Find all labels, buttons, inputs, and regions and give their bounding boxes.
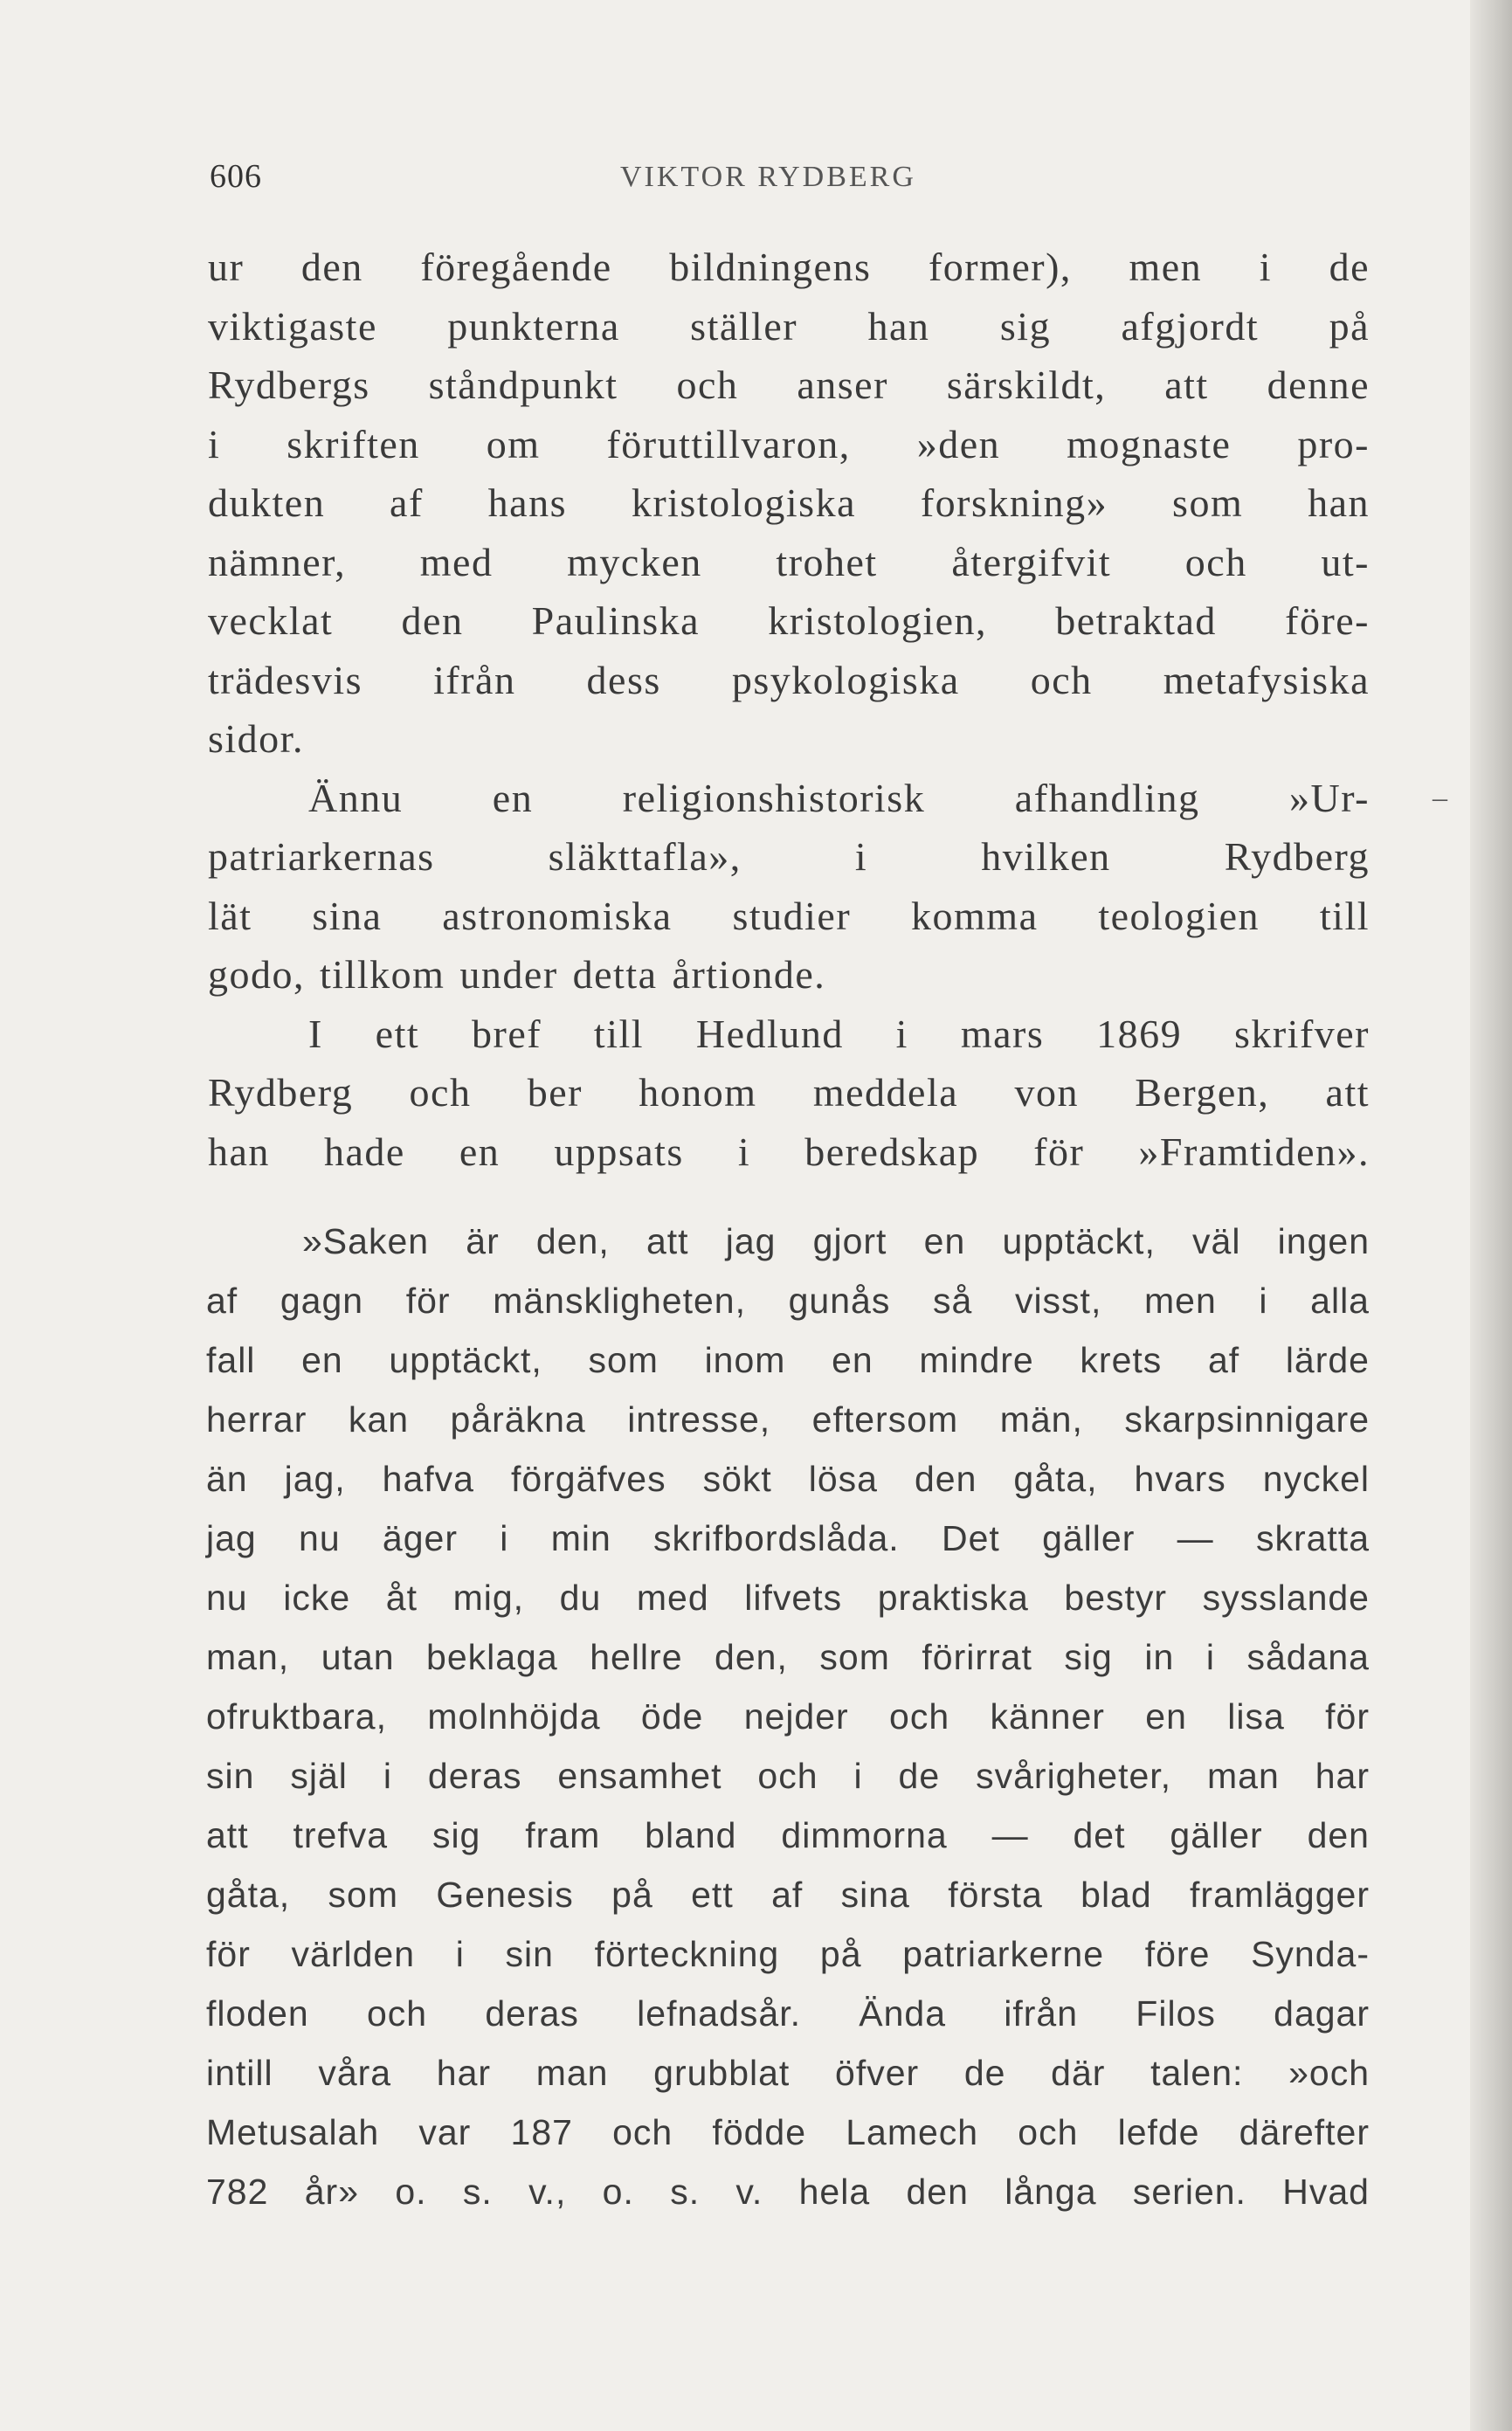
quote-line: gåta, som Genesis på ett af sina första blad framlägger <box>206 1875 1370 1915</box>
body-line: i skriften om föruttillvaron, »den mognaste pro- <box>208 421 1370 466</box>
quote-line: sin själ i deras ensamhet och i de svårigheter, man har <box>206 1756 1370 1796</box>
quote-line: jag nu äger i min skrifbordslåda. Det gäller — skratta <box>206 1518 1370 1558</box>
body-line: patriarkernas släkttafla», i hvilken Rydberg <box>208 834 1370 879</box>
quote-line: man, utan beklaga hellre den, som förirrat sig in i sådana <box>206 1637 1370 1677</box>
body-line: trädesvis ifrån dess psykologiska och metafysiska <box>208 657 1370 702</box>
running-title: VIKTOR RYDBERG <box>620 161 916 193</box>
page-number: 606 <box>210 158 262 195</box>
body-line: godo, tillkom under detta årtionde. <box>208 952 826 997</box>
body-line: nämner, med mycken trohet återgifvit och ut- <box>208 539 1370 584</box>
body-line: dukten af hans kristologiska forskning» som han <box>208 480 1370 525</box>
body-line: viktigaste punkterna ställer han sig afgjordt på <box>208 303 1370 349</box>
body-line: sidor. <box>208 716 304 761</box>
running-header <box>210 157 1371 210</box>
quote-line: af gagn för mänskligheten, gunås så visst, men i alla <box>206 1281 1370 1321</box>
body-line: Rydberg och ber honom meddela von Bergen, att <box>208 1070 1370 1115</box>
body-line: I ett bref till Hedlund i mars 1869 skrifver <box>308 1011 1370 1056</box>
body-line: Ännu en religionshistorisk afhandling »Ur- <box>308 775 1370 820</box>
quote-line: Metusalah var 187 och födde Lamech och lefde därefter <box>206 2112 1370 2152</box>
margin-mark: – <box>1433 782 1447 814</box>
body-line: Rydbergs ståndpunkt och anser särskildt, att denne <box>208 363 1370 407</box>
quote-line: att trefva sig fram bland dimmorna — det gäller den <box>206 1815 1370 1855</box>
quoted-letter <box>206 1212 1370 2221</box>
body-line: vecklat den Paulinska kristologien, betraktad före- <box>208 598 1370 643</box>
body-line: han hade en uppsats i beredskap för »Framtiden». <box>208 1129 1370 1174</box>
quote-line: herrar kan påräkna intresse, eftersom män, skarpsinnigare <box>206 1399 1370 1440</box>
body-line: lät sina astronomiska studier komma teologien till <box>208 893 1370 938</box>
quote-line: för världen i sin förteckning på patriarkerne före Synda- <box>206 1934 1370 1974</box>
body-text <box>208 238 1370 1181</box>
quote-line: »Saken är den, att jag gjort en upptäckt, väl ingen <box>302 1221 1370 1261</box>
quote-line: 782 år» o. s. v., o. s. v. hela den långa serien. Hvad <box>206 2172 1370 2212</box>
body-line: ur den föregående bildningens former), men i de <box>208 245 1370 289</box>
page-edge <box>1470 0 1512 2431</box>
quote-line: än jag, hafva förgäfves sökt lösa den gåta, hvars nyckel <box>206 1459 1370 1499</box>
quote-line: fall en upptäckt, som inom en mindre krets af lärde <box>206 1340 1370 1380</box>
quote-line: nu icke åt mig, du med lifvets praktiska bestyr sysslande <box>206 1578 1370 1618</box>
quote-line: ofruktbara, molnhöjda öde nejder och känner en lisa för <box>206 1696 1370 1737</box>
quote-line: intill våra har man grubblat öfver de där talen: »och <box>206 2053 1370 2093</box>
quote-line: floden och deras lefnadsår. Ända ifrån Filos dagar <box>206 1993 1370 2034</box>
